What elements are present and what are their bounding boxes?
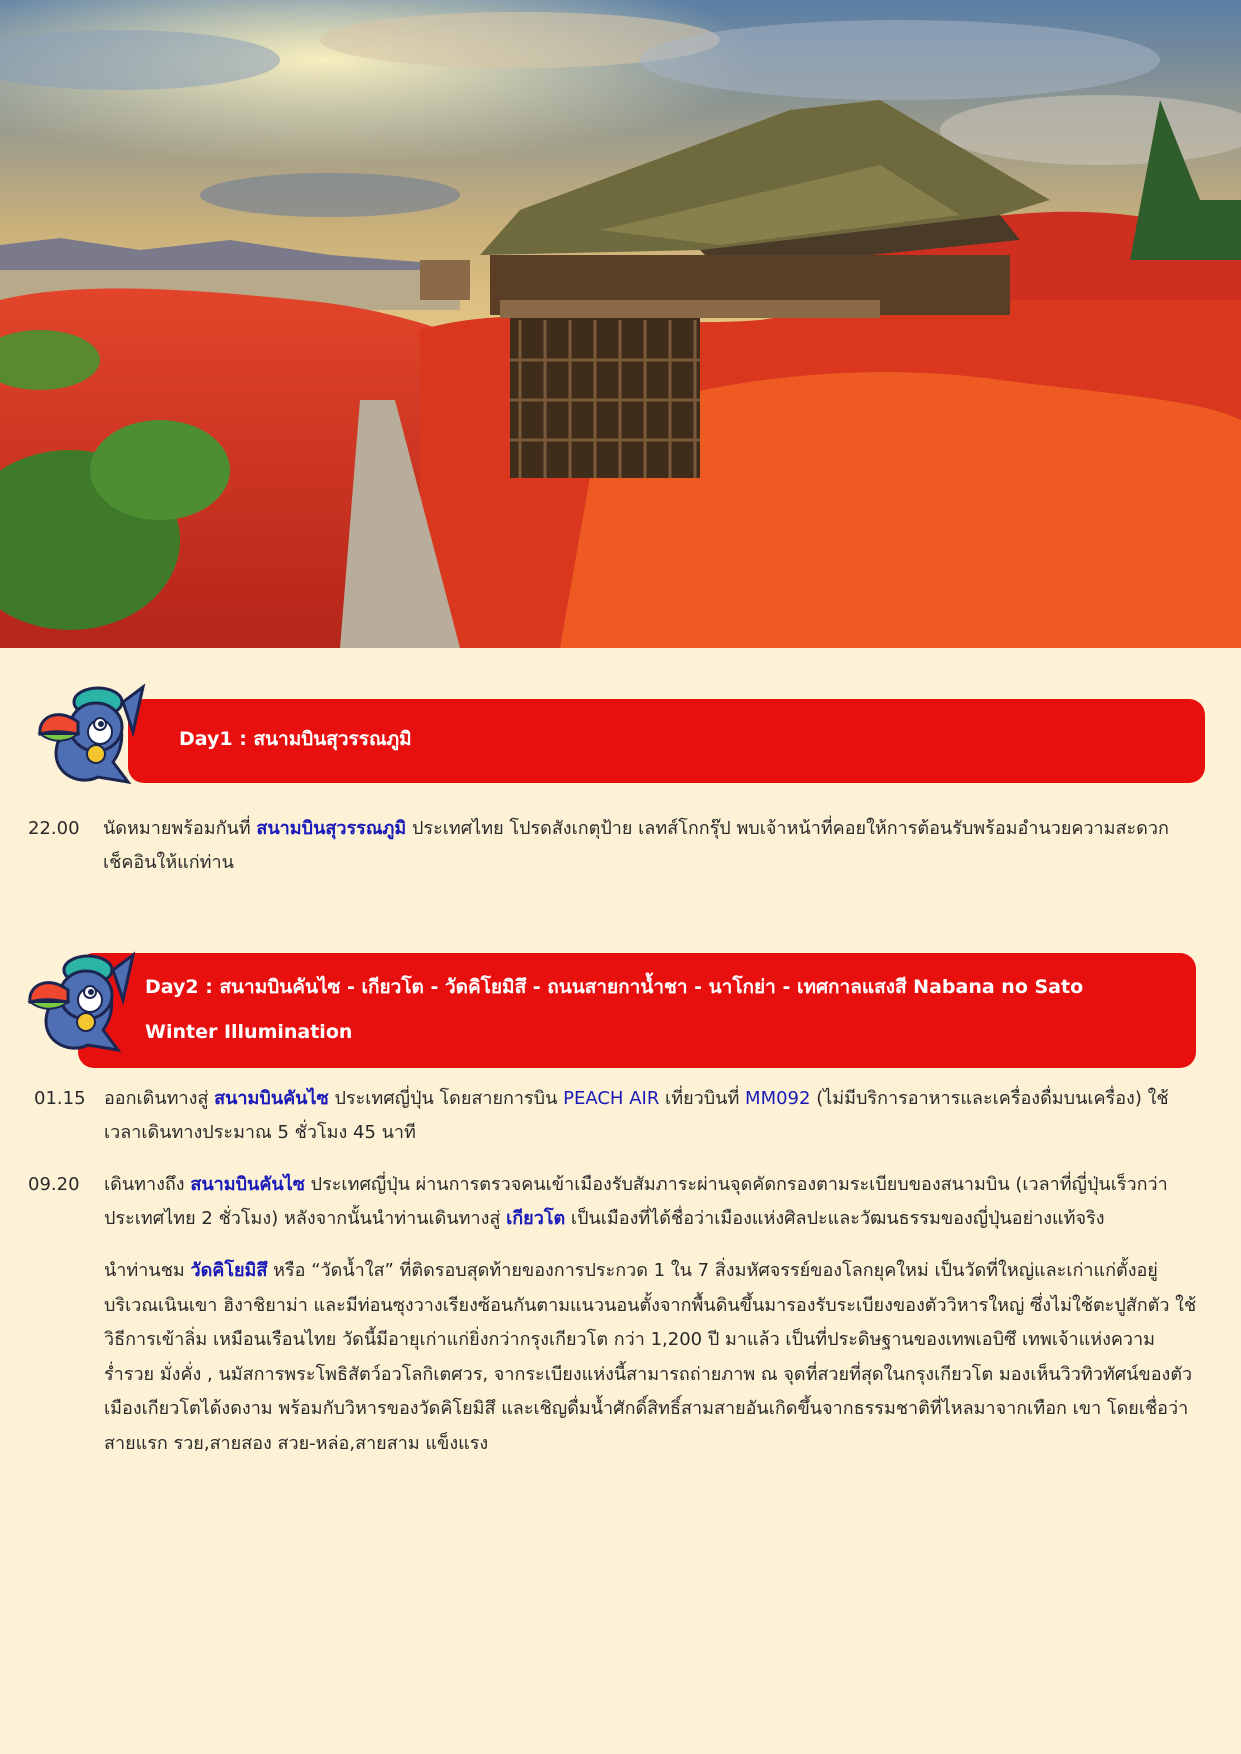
time-label: 01.15	[34, 1088, 86, 1109]
toucan-mascot-icon	[18, 940, 138, 1064]
day2-title-line2: Winter Illumination	[145, 1021, 353, 1043]
kiyomizu-description	[104, 1254, 1199, 1461]
text-span: ออกเดินทางสู่	[104, 1088, 215, 1109]
highlight-place: สนามบินคันไซ	[190, 1174, 305, 1195]
text-span: ประเทศญี่ปุ่น ผ่านการตรวจคนเข้าเมืองรับสัมภาระผ่านจุดคัดกรองตามระเบียบของสนามบิน (เวลาที่ญี่ปุ่นเร็วกว่าประเทศไทย 2 ชั่วโมง) หลังจากนั้นนำท่านเดินทางสู่	[104, 1174, 1168, 1229]
highlight-place: สนามบินสุวรรณภูมิ	[256, 818, 407, 839]
entry-text	[104, 1082, 1199, 1150]
text-span: เดินทางถึง	[104, 1174, 191, 1195]
hero-photo	[0, 0, 1241, 648]
toucan-mascot-icon	[28, 672, 148, 796]
entry-text	[103, 812, 1198, 880]
text-span: นำท่านชม	[104, 1260, 191, 1281]
text-span: นัดหมายพร้อมกันที่	[103, 818, 257, 839]
entry-text	[104, 1168, 1199, 1236]
text-span: ประเทศญี่ปุ่น โดยสายการบิน	[328, 1088, 564, 1109]
day1-title: Day1 : สนามบินสุวรรณภูมิ	[179, 728, 412, 750]
day2-title-line1: Day2 : สนามบินคันไซ - เกียวโต - วัดคิโยมิสึ - ถนนสายกาน้ำชา - นาโกย่า - เทศกาลแสงสี Nabana no Sato	[145, 976, 1084, 998]
text-span: ประเทศไทย โปรดสังเกตุป้าย เลทส์โกกรุ๊ป พบเจ้าหน้าที่คอยให้การต้อนรับพร้อมอำนวยความสะดวก เช็คอินให้แก่ท่าน	[103, 818, 1169, 873]
text-span: เที่ยวบินที่	[659, 1088, 746, 1109]
text-span: หรือ “วัดน้ำใส” ที่ติดรอบสุดท้ายของการประกวด 1 ใน 7 สิ่งมหัศจรรย์ของโลกยุคใหม่ เป็นวัดที่ใหญ่และเก่าแก่ตั้งอยู่บริเวณเนินเขา ฮิงาชิยาม่า และมีท่อนซุงวางเรียงซ้อนกันตามแนวนอนตั้งจากพื้นดินขึ้นมารองรับระเบียงของตัววิหารใหญ่ ซึ่งไม่ใช้ตะปูสักตัว ใช้วิธีการเข้าลิ่ม เหมือนเรือนไทย วัดนี้มีอายุเก่าแก่ยิ่งกว่ากรุงเกียวโต กว่า 1,200 ปี มาแล้ว เป็นที่ประดิษฐานของเทพเอบิซึ เทพเจ้าแห่งความร่ำรวย มั่งคั่ง , นมัสการพระโพธิสัตว์อวโลกิเตศวร, จากระเบียงแห่งนี้สามารถถ่ายภาพ ณ จุดที่สวยที่สุดในกรุงเกียวโต มองเห็นวิวทิวทัศน์ของตัวเมืองเกียวโตได้งดงาม พร้อมกับวิหารของวัดคิโยมิสึ และเชิญดื่มน้ำศักดิ์สิทธิ์สามสายอันเกิดขึ้นจากธรรมชาติที่ไหลมาจากเทือก เขา โดยเชื่อว่า สายแรก รวย,สายสอง สวย-หล่อ,สายสาม แข็งแรง	[104, 1260, 1197, 1454]
time-label: 22.00	[28, 818, 80, 839]
highlight-airline: PEACH AIR	[563, 1088, 660, 1109]
highlight-place: สนามบินคันไซ	[214, 1088, 329, 1109]
day2-banner	[78, 953, 1196, 1068]
kiyomizu-temple-autumn-image	[0, 0, 1241, 648]
highlight-temple: วัดคิโยมิสึ	[190, 1260, 268, 1281]
text-span: (ไม่มีบริการอาหารและเครื่องดื่มบนเครื่อง) ใช้เวลาเดินทางประมาณ 5 ชั่วโมง 45 นาที	[104, 1088, 1169, 1143]
day2-title	[145, 965, 1175, 1055]
highlight-city: เกียวโต	[506, 1208, 566, 1229]
time-label: 09.20	[28, 1174, 80, 1195]
text-span: เป็นเมืองที่ได้ชื่อว่าเมืองแห่งศิลปะและวัฒนธรรมของญี่ปุ่นอย่างแท้จริง	[565, 1208, 1105, 1229]
highlight-flight: MM092	[745, 1088, 811, 1109]
day1-banner	[128, 699, 1205, 783]
